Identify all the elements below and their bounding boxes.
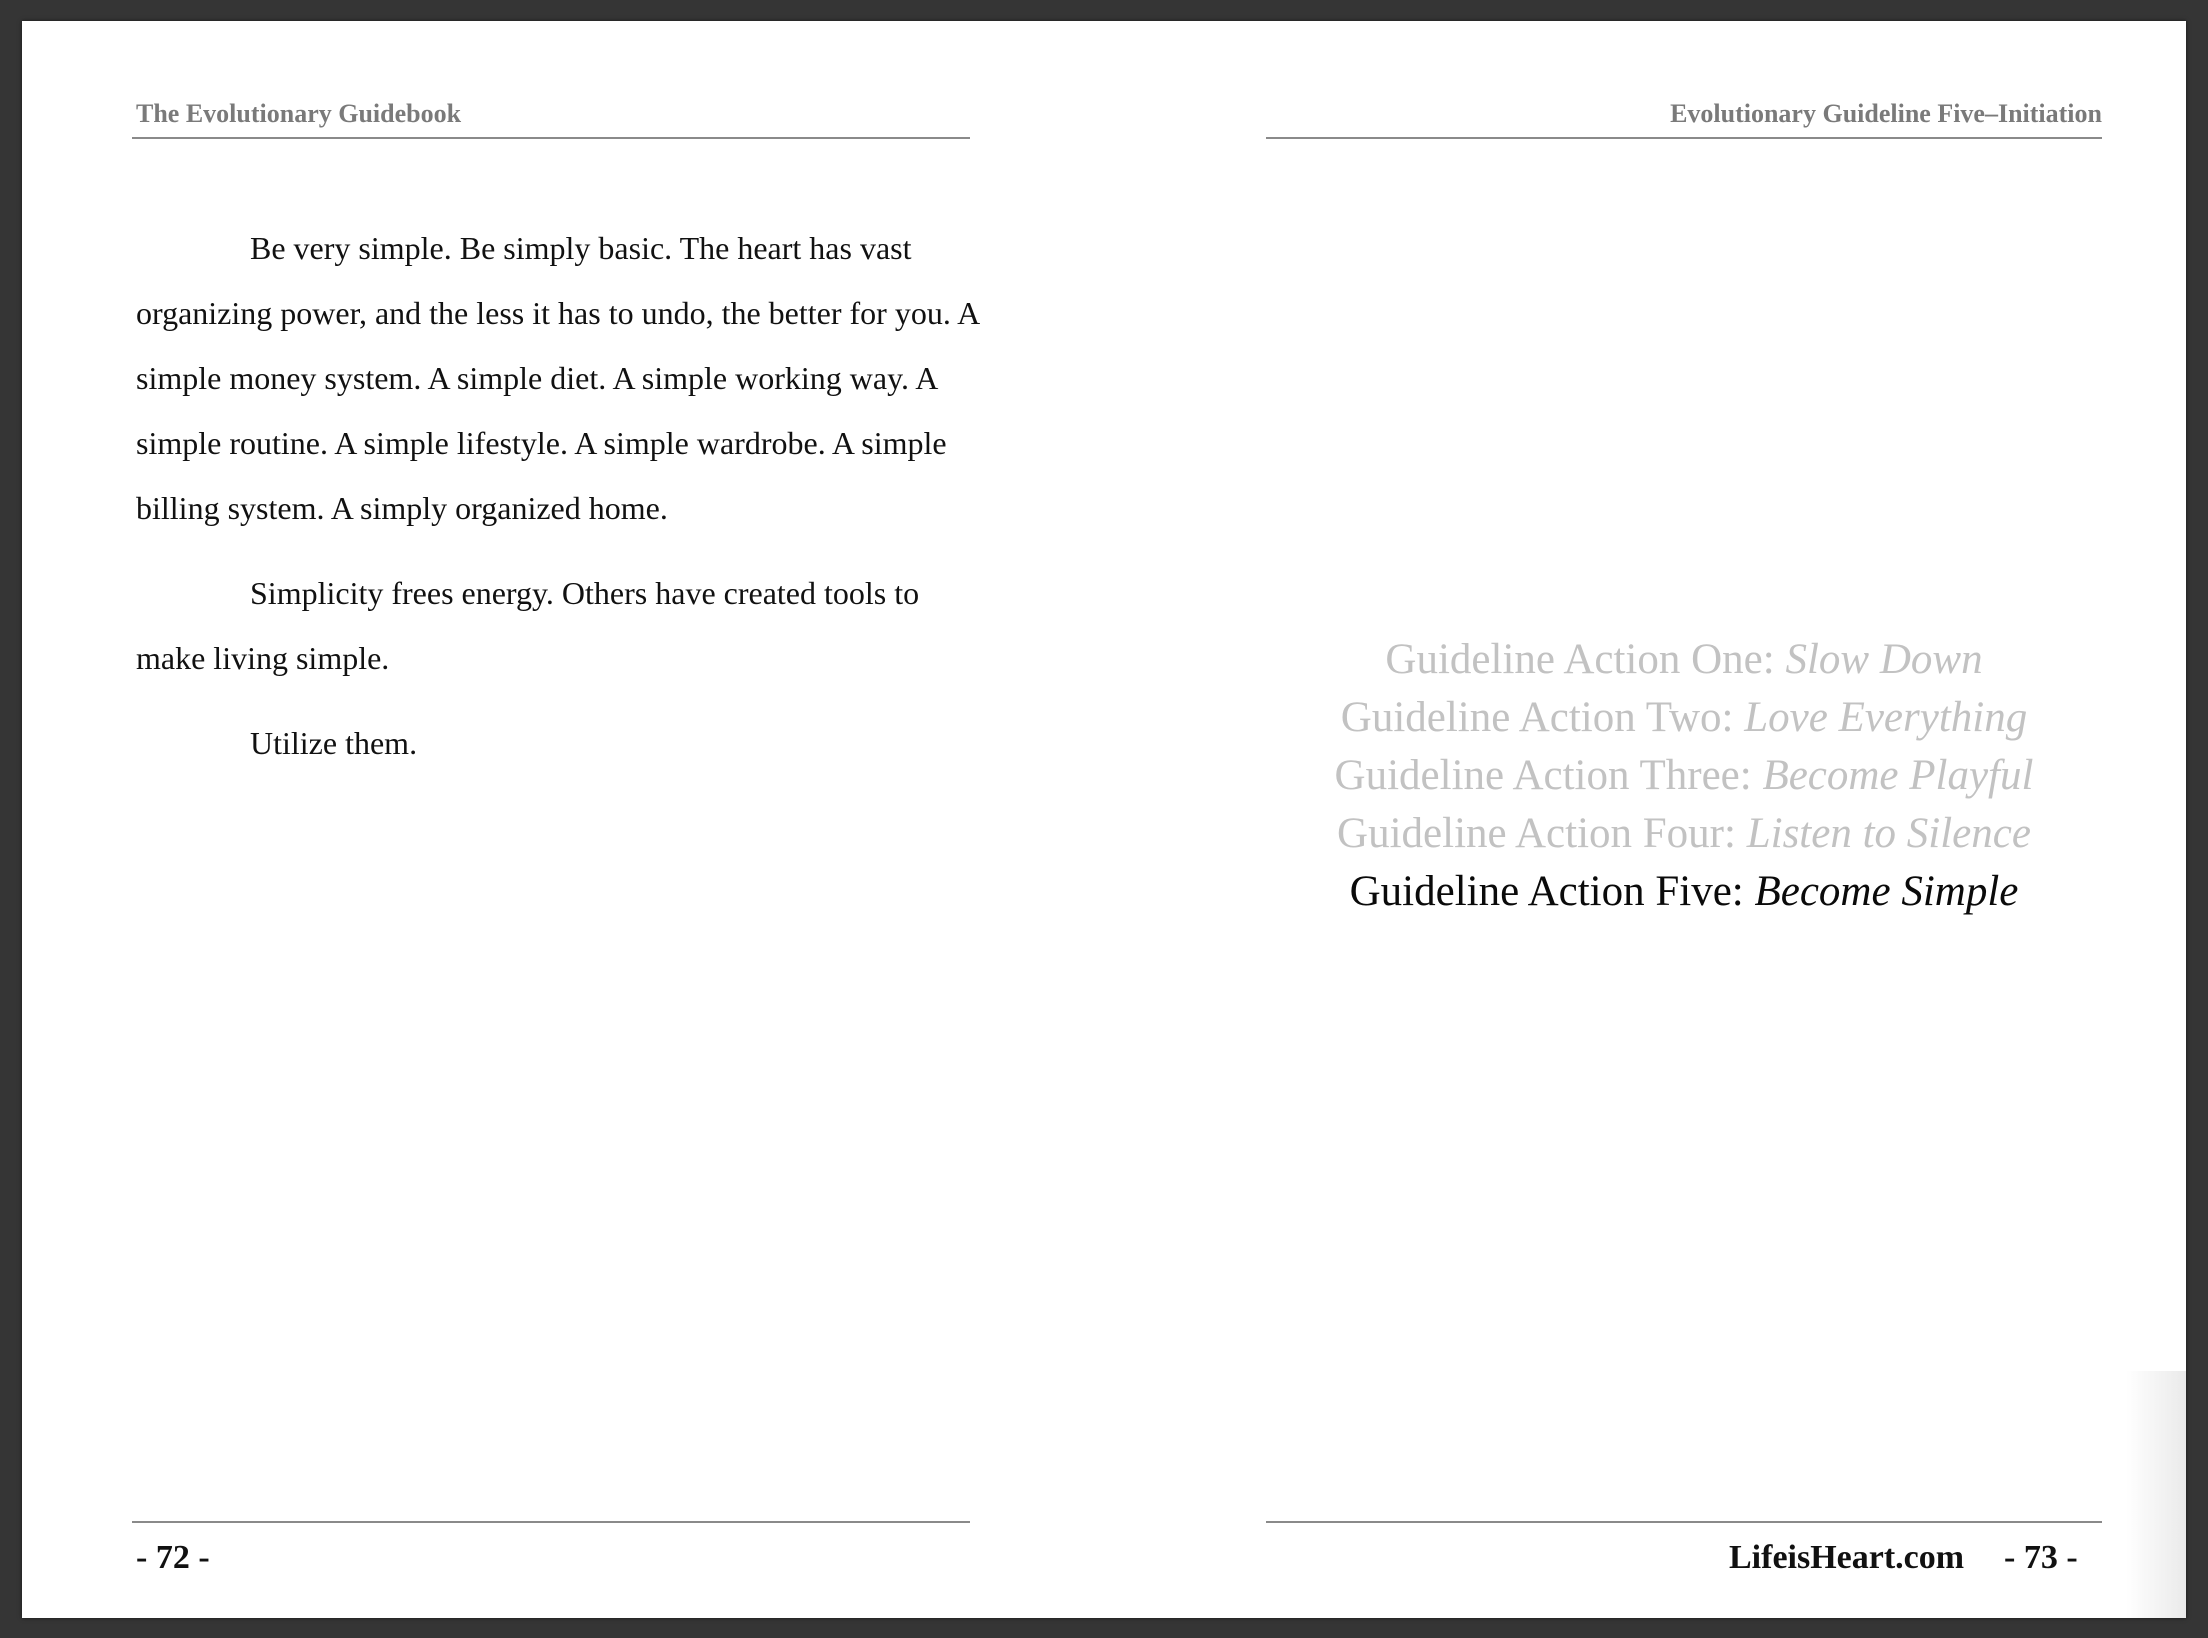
- action-label: Guideline Action One:: [1385, 636, 1786, 683]
- action-label: Guideline Action Three:: [1334, 752, 1763, 799]
- website-footer: LifeisHeart.com: [1729, 1539, 1965, 1576]
- footer-rule-left: [132, 1521, 970, 1523]
- guideline-action-four: [1266, 805, 2102, 863]
- page-spread[interactable]: [22, 21, 2186, 1618]
- guideline-action-three: [1266, 747, 2102, 805]
- running-head-left: The Evolutionary Guidebook: [136, 99, 462, 128]
- paragraph: Be very simple. Be simply basic. The heart has vast organizing power, and the less it has to undo, the better for you. A simple money system. A simple diet. A simple working way. A simple routine. A simple lifestyle. A simple wardrobe. A simple billing system. A simply organized home.: [136, 230, 979, 526]
- header-rule-right: [1266, 137, 2102, 139]
- action-verb: Listen to Silence: [1746, 810, 2031, 857]
- right-page: [1104, 21, 2186, 1618]
- guideline-action-one: [1266, 631, 2102, 689]
- action-verb: Become Playful: [1762, 752, 2034, 799]
- guideline-action-five: [1266, 863, 2102, 921]
- action-label: Guideline Action Four:: [1337, 810, 1747, 857]
- page-number-left: - 72 -: [136, 1539, 210, 1576]
- header-rule-left: [132, 137, 970, 139]
- guideline-actions-list: [1266, 631, 2102, 921]
- paragraph: Simplicity frees energy. Others have created tools to make living simple.: [136, 575, 920, 676]
- action-verb: Love Everything: [1744, 694, 2028, 741]
- action-label: Guideline Action Two:: [1340, 694, 1745, 741]
- action-verb: Become Simple: [1754, 868, 2019, 915]
- left-page: [22, 21, 1104, 1618]
- page-number-right: - 73 -: [2004, 1539, 2078, 1576]
- page-curl-shadow: [2126, 1371, 2186, 1618]
- guideline-action-two: [1266, 689, 2102, 747]
- body-text: [136, 216, 986, 796]
- action-label: Guideline Action Five:: [1349, 868, 1755, 915]
- footer-rule-right: [1266, 1521, 2102, 1523]
- action-verb: Slow Down: [1785, 636, 1983, 683]
- paragraph: Utilize them.: [250, 725, 418, 761]
- running-head-right: Evolutionary Guideline Five–Initiation: [1670, 99, 2102, 128]
